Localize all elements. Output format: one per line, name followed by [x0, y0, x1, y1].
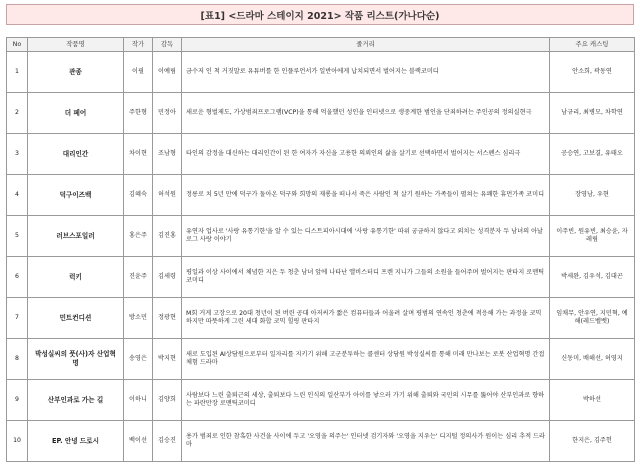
cell-plot: M회 거게 고장으로 20대 청년이 된 버린 공대 아저씨가 짧은 컴퓨터들과 어울려 살며 평범의 연속인 청춘에 적응해 가는 과정을 코믹하지만 따뜻하게 그린 세대 화합 코믹 힐링 판타지: [182, 298, 550, 339]
table-row: [7, 380, 635, 421]
cell-plot: 유연자 업사로 '사랑 유통기한'을 알 수 있는 디스트피아시대에 '사랑 유통기한' 따위 궁금하지 않다고 외치는 성격분자 두 남녀의 아날로그 사랑 이야기: [182, 216, 550, 257]
cell-no: 3: [7, 134, 28, 175]
cell-writer: 이필: [124, 52, 153, 93]
cell-plot: 정릉로 치 5년 만에 덕구가 돌아온 덕구와 희망의 재롱을 떠나서 죽은 사람인 척 살기 원하는 가족들이 펼쳐는 유쾌한 휴먼가족 코미디: [182, 175, 550, 216]
cell-director: 조남형: [153, 134, 182, 175]
table-header-row: [7, 38, 635, 52]
table-row: [7, 175, 635, 216]
cell-no: 5: [7, 216, 28, 257]
cell-writer: 백이선: [124, 421, 153, 462]
cell-writer: 송영은: [124, 339, 153, 380]
table-row: [7, 339, 635, 380]
cell-director: 정광현: [153, 298, 182, 339]
cell-cast: 이주빈, 원유빈, 최승윤, 자레림: [550, 216, 635, 257]
cell-director: 김승진: [153, 421, 182, 462]
cell-no: 9: [7, 380, 28, 421]
cell-director: 김진홍: [153, 216, 182, 257]
cell-plot: 새로운 형벌제도, 가상범죄프로그램(VCP)을 통해 억울했던 성인을 인터넷으로 생중계한 범인을 단죄하려는 주인공의 정의실현극: [182, 93, 550, 134]
cell-title: EP. 안녕 드로시: [28, 421, 124, 462]
cell-cast: 임채무, 안우연, 지민혁, 예해(레드벨벳): [550, 298, 635, 339]
cell-writer: 이하니: [124, 380, 153, 421]
table-row: [7, 93, 635, 134]
cell-title: 더 페어: [28, 93, 124, 134]
cell-director: 허석원: [153, 175, 182, 216]
cell-plot: 타인의 감정을 대신하는 대리인간이 된 한 여자가 자신을 고용한 의뢰인의 삶을 살기로 선택하면서 벌어지는 서스펜스 심리극: [182, 134, 550, 175]
cell-director: 박지현: [153, 339, 182, 380]
cell-title: 대리인간: [28, 134, 124, 175]
cell-no: 7: [7, 298, 28, 339]
cell-cast: 박세완, 김우석, 김대곤: [550, 257, 635, 298]
table-row: [7, 421, 635, 462]
header-cast: 주요 캐스팅: [550, 38, 635, 52]
cell-plot: 사람보다 느린 출퇴근의 세상, 출퇴보다 느린 인식의 일산부가 아이를 낳으러 가기 위해 출퇴와 국민의 시무를 뚫어야 산부인과로 향하는 파란만장 로맨틱코미디: [182, 380, 550, 421]
cell-no: 4: [7, 175, 28, 216]
header-director: 감독: [153, 38, 182, 52]
cell-title: 럭키: [28, 257, 124, 298]
cell-writer: 방소민: [124, 298, 153, 339]
drama-list-table: [6, 37, 635, 462]
cell-cast: 박하선: [550, 380, 635, 421]
table-row: [7, 134, 635, 175]
cell-cast: 신동미, 배해선, 허영지: [550, 339, 635, 380]
header-title: 작품명: [28, 38, 124, 52]
cell-no: 8: [7, 339, 28, 380]
cell-plot: 용가 범죄로 인한 참혹한 사건을 사이에 두고 '오영을 의주는' 인터넷 검기자와 '오영을 지우는' 디지털 정의사가 원이는 심리 추적 드라마: [182, 421, 550, 462]
cell-cast: 공승연, 고보결, 유태오: [550, 134, 635, 175]
cell-no: 2: [7, 93, 28, 134]
cell-cast: 한지은, 김주헌: [550, 421, 635, 462]
cell-cast: 안소희, 곽동연: [550, 52, 635, 93]
cell-writer: 주한형: [124, 93, 153, 134]
page-title: [표1] <드라마 스테이지 2021> 작품 리스트(가나다순): [6, 4, 634, 25]
cell-title: 민트컨디션: [28, 298, 124, 339]
cell-director: 김양희: [153, 380, 182, 421]
cell-director: 이예림: [153, 52, 182, 93]
cell-title: 러브스포일러: [28, 216, 124, 257]
cell-cast: 남규리, 최병모, 차학연: [550, 93, 635, 134]
header-plot: 줄거리: [182, 38, 550, 52]
table-row: [7, 257, 635, 298]
cell-no: 1: [7, 52, 28, 93]
cell-no: 10: [7, 421, 28, 462]
cell-plot: 평일과 이상 사이에서 체념한 지은 두 청춘 남녀 앞에 나타난 앨비스터디 프렌 지니가 그들의 소원을 들어주며 벌어지는 판타지 로맨틱 코미디: [182, 257, 550, 298]
cell-director: 민정아: [153, 93, 182, 134]
cell-cast: 장영남, 우현: [550, 175, 635, 216]
header-writer: 작가: [124, 38, 153, 52]
table-row: [7, 216, 635, 257]
cell-title: 덕구이즈백: [28, 175, 124, 216]
cell-title: 산부인과로 가는 길: [28, 380, 124, 421]
cell-no: 6: [7, 257, 28, 298]
cell-plot: 금수저 인 척 거짓말로 유튜버를 한 인플루언서가 일반아에게 납치되면서 벌어지는 블랙코미디: [182, 52, 550, 93]
table-row: [7, 52, 635, 93]
cell-plot: 새로 도입된 AI상담원으로부터 일자리를 지키기 위해 고군분투하는 콜센터 상담원 박성실씨를 통해 미래 만나보는 로봇 산업혁명 간접체험 드라마: [182, 339, 550, 380]
cell-title: 박성실씨의 풋(사)자 산업혁명: [28, 339, 124, 380]
cell-writer: 김혜숙: [124, 175, 153, 216]
cell-title: 관종: [28, 52, 124, 93]
cell-writer: 진윤주: [124, 257, 153, 298]
cell-director: 김세령: [153, 257, 182, 298]
header-no: No: [7, 38, 28, 52]
table-row: [7, 298, 635, 339]
cell-writer: 차이현: [124, 134, 153, 175]
cell-writer: 홍은주: [124, 216, 153, 257]
